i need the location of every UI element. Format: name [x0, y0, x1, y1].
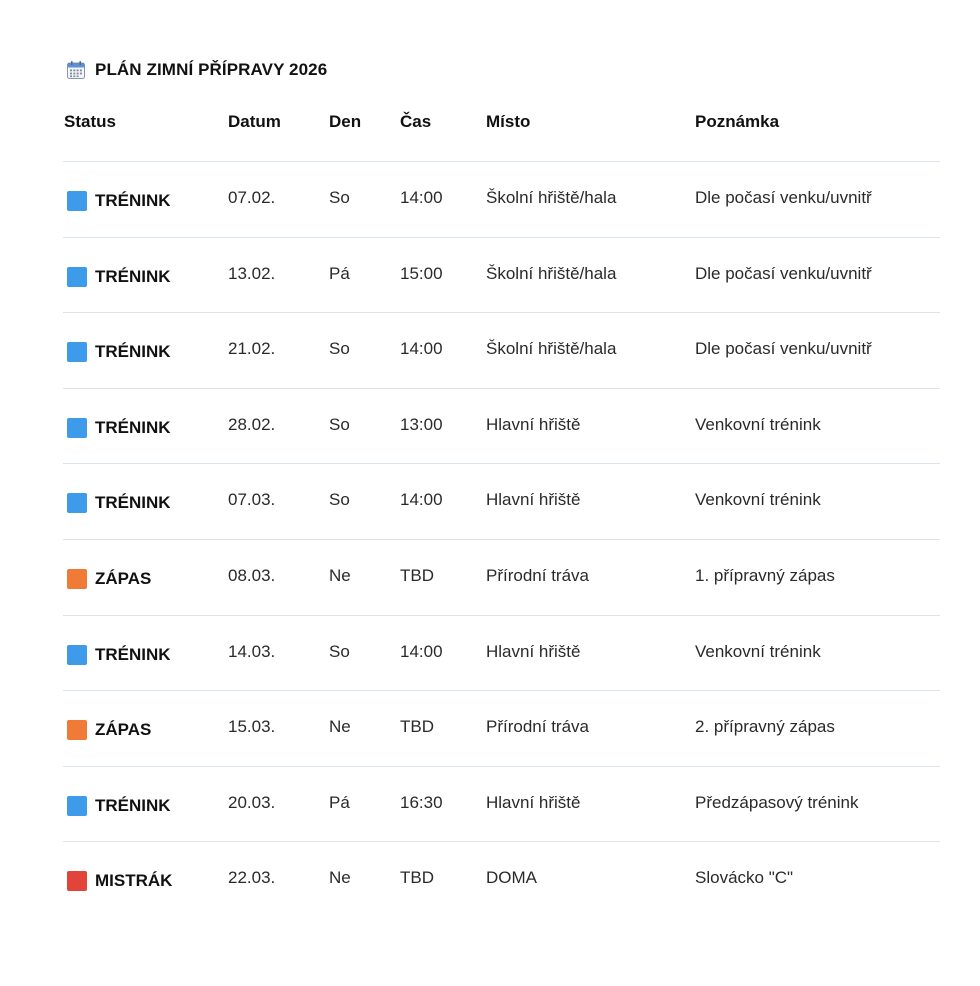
row-date: 15.03.: [228, 717, 276, 736]
row-time: TBD: [400, 566, 434, 585]
row-note: Slovácko "C": [695, 868, 794, 887]
status-square-icon: [67, 796, 87, 816]
status-badge: [67, 190, 171, 212]
status-label: MISTRÁK: [95, 871, 173, 890]
status-badge: [67, 644, 171, 666]
status-square-icon: [67, 191, 87, 211]
status-label: ZÁPAS: [95, 720, 152, 739]
status-badge: [67, 417, 171, 439]
table-row: [0, 237, 980, 312]
row-note: Předzápasový trénink: [695, 793, 859, 812]
row-note: Venkovní trénink: [695, 642, 821, 661]
row-time: 14:00: [400, 188, 443, 207]
row-date: 13.02.: [228, 264, 276, 283]
status-square-icon: [67, 493, 87, 513]
table-row: [0, 841, 980, 916]
status-square-icon: [67, 645, 87, 665]
row-place: Přírodní tráva: [486, 717, 589, 736]
status-label: TRÉNINK: [95, 493, 171, 512]
status-label: TRÉNINK: [95, 645, 171, 664]
row-date: 07.02.: [228, 188, 276, 207]
status-badge: [67, 568, 151, 590]
row-day: So: [329, 642, 350, 661]
row-time: TBD: [400, 717, 434, 736]
status-label: TRÉNINK: [95, 418, 171, 437]
row-date: 20.03.: [228, 793, 276, 812]
page-title: [66, 58, 327, 82]
row-note: 2. přípravný zápas: [695, 717, 835, 736]
status-square-icon: [67, 569, 87, 589]
table-row: [0, 615, 980, 690]
status-square-icon: [67, 342, 87, 362]
row-note: 1. přípravný zápas: [695, 566, 835, 585]
row-date: 08.03.: [228, 566, 276, 585]
status-label: TRÉNINK: [95, 267, 171, 286]
status-label: ZÁPAS: [95, 569, 152, 588]
status-square-icon: [67, 871, 87, 891]
header-place: Místo: [486, 112, 531, 131]
row-place: Hlavní hřiště: [486, 793, 581, 812]
table-row: [0, 766, 980, 841]
row-place: Školní hřiště/hala: [486, 339, 617, 358]
row-date: 28.02.: [228, 415, 276, 434]
row-time: 15:00: [400, 264, 443, 283]
calendar-icon: [66, 60, 86, 80]
row-time: 16:30: [400, 793, 443, 812]
row-place: Hlavní hřiště: [486, 415, 581, 434]
table-row: [0, 539, 980, 614]
table-row: [0, 690, 980, 765]
row-note: Dle počasí venku/uvnitř: [695, 188, 872, 207]
row-note: Dle počasí venku/uvnitř: [695, 339, 872, 358]
table-row: [0, 388, 980, 463]
header-status: Status: [64, 112, 116, 131]
status-badge: [67, 492, 171, 514]
table-header: [0, 110, 980, 134]
status-badge: [67, 795, 171, 817]
status-badge: [67, 266, 171, 288]
table-row: [0, 463, 980, 538]
row-place: Přírodní tráva: [486, 566, 589, 585]
row-note: Dle počasí venku/uvnitř: [695, 264, 872, 283]
status-label: TRÉNINK: [95, 191, 171, 210]
status-badge: [67, 870, 172, 892]
title-text: PLÁN ZIMNÍ PŘÍPRAVY 2026: [95, 60, 328, 79]
header-note: Poznámka: [695, 112, 780, 131]
header-day: Den: [329, 112, 362, 131]
row-day: Ne: [329, 566, 351, 585]
row-date: 14.03.: [228, 642, 276, 661]
row-note: Venkovní trénink: [695, 415, 821, 434]
row-day: So: [329, 339, 350, 358]
row-day: Ne: [329, 717, 351, 736]
row-date: 21.02.: [228, 339, 276, 358]
row-place: Hlavní hřiště: [486, 642, 581, 661]
status-square-icon: [67, 267, 87, 287]
row-day: Pá: [329, 793, 350, 812]
row-day: So: [329, 188, 350, 207]
row-time: 14:00: [400, 339, 443, 358]
header-date: Datum: [228, 112, 281, 131]
table-row: [0, 312, 980, 387]
row-place: Školní hřiště/hala: [486, 188, 617, 207]
header-time: Čas: [400, 112, 432, 131]
row-day: So: [329, 490, 350, 509]
row-note: Venkovní trénink: [695, 490, 821, 509]
row-time: 14:00: [400, 642, 443, 661]
status-label: TRÉNINK: [95, 796, 171, 815]
table-row: [0, 161, 980, 236]
row-place: Hlavní hřiště: [486, 490, 581, 509]
status-label: TRÉNINK: [95, 342, 171, 361]
status-badge: [67, 341, 171, 363]
row-place: DOMA: [486, 868, 537, 887]
row-day: Pá: [329, 264, 350, 283]
row-time: TBD: [400, 868, 434, 887]
row-place: Školní hřiště/hala: [486, 264, 617, 283]
row-day: Ne: [329, 868, 351, 887]
status-badge: [67, 719, 151, 741]
row-time: 13:00: [400, 415, 443, 434]
row-time: 14:00: [400, 490, 443, 509]
row-date: 22.03.: [228, 868, 276, 887]
row-day: So: [329, 415, 350, 434]
status-square-icon: [67, 720, 87, 740]
row-date: 07.03.: [228, 490, 276, 509]
status-square-icon: [67, 418, 87, 438]
